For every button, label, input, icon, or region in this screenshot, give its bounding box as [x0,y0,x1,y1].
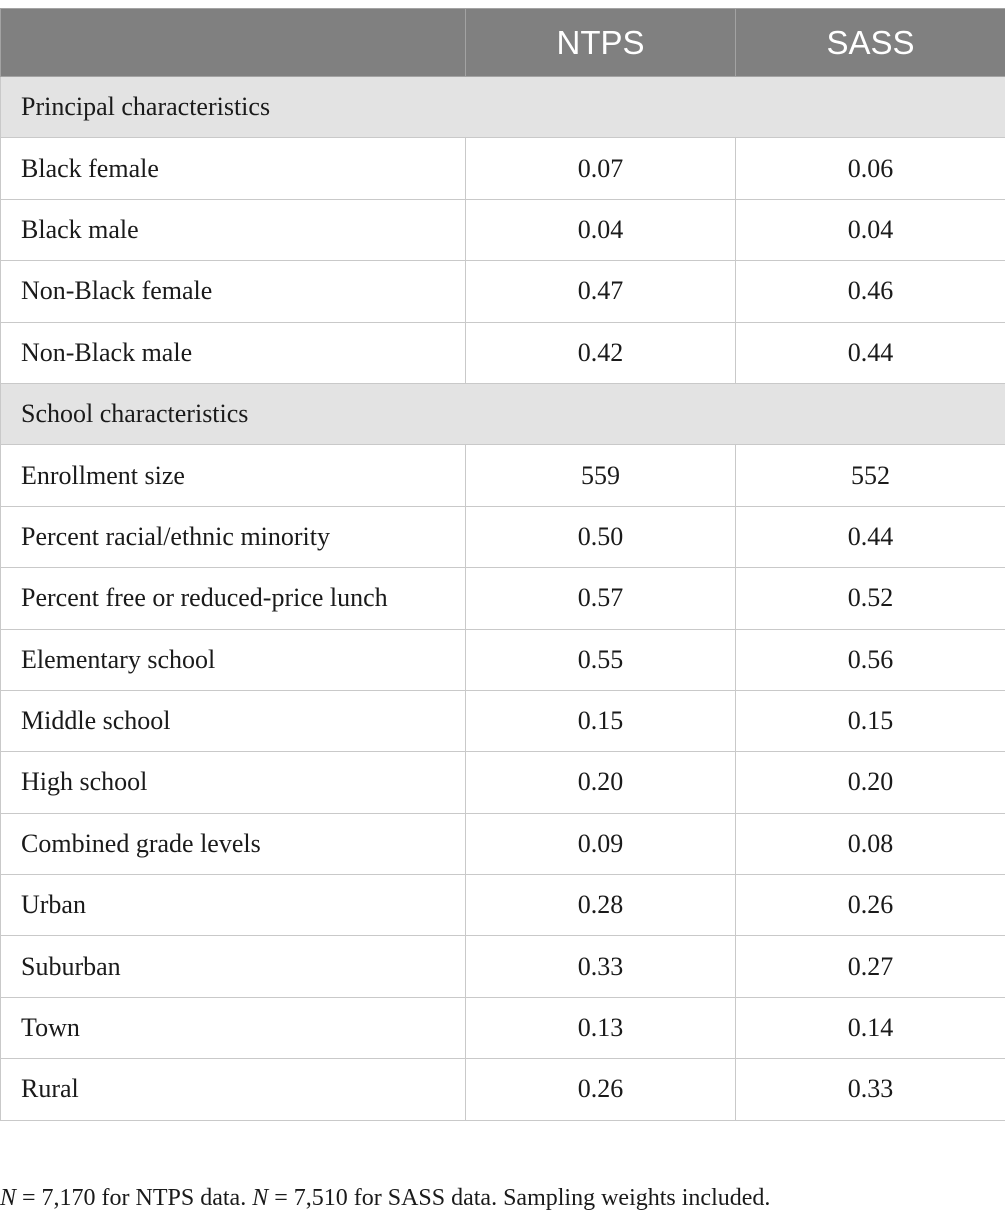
row-label: Black male [1,199,466,260]
ntps-value: 0.28 [466,875,736,936]
table-row [1,445,1005,506]
sass-value: 0.15 [736,690,1005,751]
table-row [1,629,1005,690]
sass-value: 0.08 [736,813,1005,874]
section-row [1,77,1005,138]
sass-value: 0.27 [736,936,1005,997]
table-row [1,936,1005,997]
row-label: High school [1,752,466,813]
header-ntps: NTPS [466,9,736,77]
ntps-value: 0.13 [466,997,736,1058]
header-row [1,9,1005,77]
row-label: Non-Black male [1,322,466,383]
note-n-symbol-2: N [252,1185,269,1211]
sass-value: 0.06 [736,138,1005,199]
table-row [1,690,1005,751]
sass-value: 0.44 [736,322,1005,383]
sass-value: 0.52 [736,568,1005,629]
sass-value: 552 [736,445,1005,506]
note-n-symbol: N [0,1185,17,1211]
note-sass-sample: = 7,510 for SASS data. Sampling weights included. [268,1185,771,1211]
table-row [1,752,1005,813]
table-row [1,568,1005,629]
table-row [1,138,1005,199]
row-label: Town [1,997,466,1058]
header-sass: SASS [736,9,1005,77]
row-label: Combined grade levels [1,813,466,874]
table-row [1,261,1005,322]
table-row [1,199,1005,260]
ntps-value: 0.26 [466,1059,736,1120]
table-row [1,1059,1005,1120]
section-title: School characteristics [1,383,1005,444]
sass-value: 0.44 [736,506,1005,567]
ntps-value: 0.09 [466,813,736,874]
sass-value: 0.56 [736,629,1005,690]
ntps-value: 0.57 [466,568,736,629]
ntps-value: 0.04 [466,199,736,260]
table-note [0,1185,770,1212]
table-row [1,813,1005,874]
note-ntps-sample: = 7,170 for NTPS data. [16,1185,253,1211]
row-label: Urban [1,875,466,936]
ntps-value: 0.47 [466,261,736,322]
sass-value: 0.46 [736,261,1005,322]
table-row [1,506,1005,567]
table-row [1,875,1005,936]
ntps-value: 0.20 [466,752,736,813]
ntps-value: 0.55 [466,629,736,690]
ntps-value: 0.42 [466,322,736,383]
row-label: Middle school [1,690,466,751]
row-label: Elementary school [1,629,466,690]
ntps-value: 0.50 [466,506,736,567]
comparison-table-container [0,8,1005,1121]
row-label: Non-Black female [1,261,466,322]
ntps-value: 0.07 [466,138,736,199]
comparison-table [0,8,1005,1121]
row-label: Suburban [1,936,466,997]
row-label: Enrollment size [1,445,466,506]
table-body [1,77,1005,1121]
sass-value: 0.33 [736,1059,1005,1120]
section-title: Principal characteristics [1,77,1005,138]
sass-value: 0.04 [736,199,1005,260]
ntps-value: 559 [466,445,736,506]
sass-value: 0.26 [736,875,1005,936]
header-empty [1,9,466,77]
ntps-value: 0.33 [466,936,736,997]
sass-value: 0.20 [736,752,1005,813]
sass-value: 0.14 [736,997,1005,1058]
ntps-value: 0.15 [466,690,736,751]
row-label: Rural [1,1059,466,1120]
table-row [1,997,1005,1058]
row-label: Black female [1,138,466,199]
row-label: Percent racial/ethnic minority [1,506,466,567]
table-row [1,322,1005,383]
section-row [1,383,1005,444]
row-label: Percent free or reduced-price lunch [1,568,466,629]
